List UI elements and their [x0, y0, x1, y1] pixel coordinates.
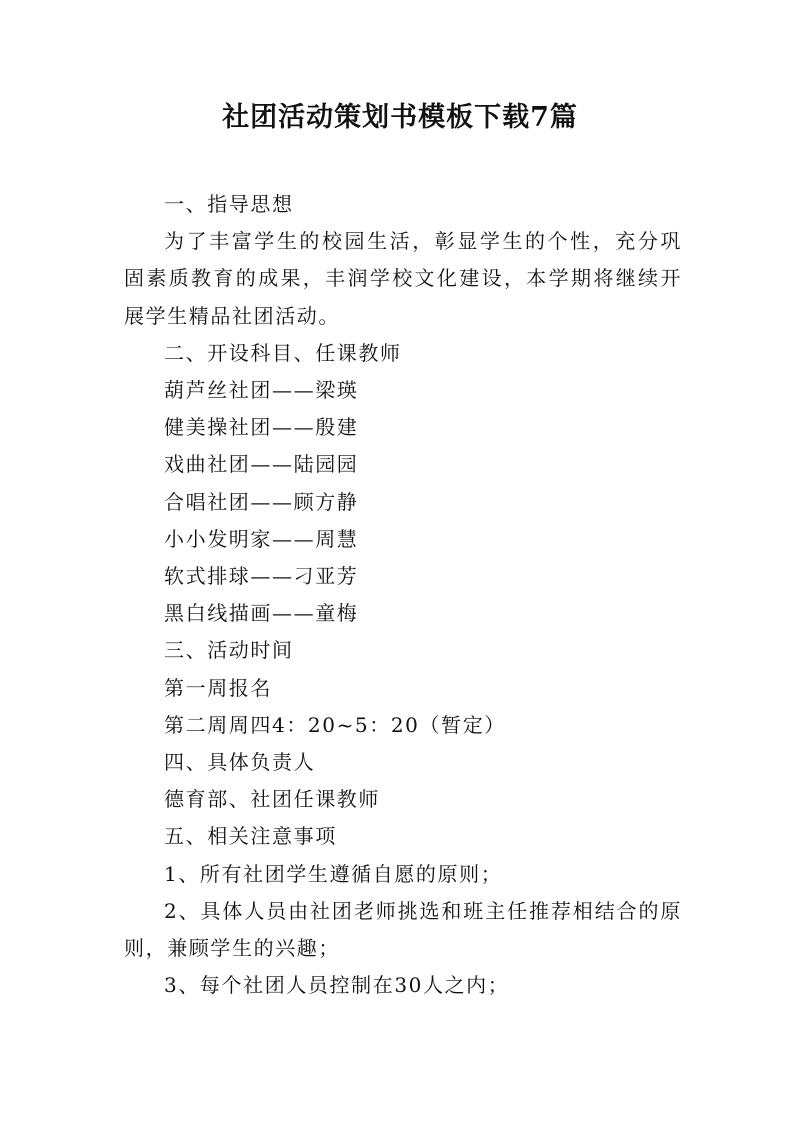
section-heading-activity-time: 三、活动时间	[164, 638, 294, 663]
paragraph-person-in-charge: 德育部、社团任课教师	[164, 787, 380, 812]
list-item-club: 软式排球——刁亚芳	[164, 564, 359, 589]
list-item-club: 健美操社团——殷建	[164, 415, 359, 440]
paragraph-schedule: 第二周周四4：20~5：20（暂定）	[164, 712, 506, 737]
list-item-note: 3、每个社团人员控制在30人之内；	[164, 973, 510, 998]
section-heading-guiding-ideology: 一、指导思想	[164, 192, 294, 216]
list-item-club: 小小发明家——周慧	[164, 526, 359, 551]
paragraph-purpose: 为了丰富学生的校园生活，彰显学生的个性，充分巩固素质教育的成果，丰润学校文化建设，本学期将继续开展学生精品社团活动。	[124, 229, 682, 328]
section-heading-person-in-charge: 四、具体负责人	[164, 750, 316, 775]
section-heading-subjects-teachers: 二、开设科目、任课教师	[164, 340, 402, 365]
list-item-club: 黑白线描画——童梅	[164, 601, 359, 626]
document-body	[124, 186, 682, 1004]
section-heading-notes: 五、相关注意事项	[164, 824, 337, 849]
paragraph-schedule: 第一周报名	[164, 675, 272, 700]
list-item-note: 1、所有社团学生遵循自愿的原则；	[164, 861, 503, 886]
list-item-note: 2、具体人员由社团老师挑选和班主任推荐相结合的原则，兼顾学生的兴趣；	[124, 898, 682, 961]
document-title: 社团活动策划书模板下载7篇	[222, 102, 578, 133]
list-item-club: 葫芦丝社团——梁瑛	[164, 378, 359, 403]
list-item-club: 合唱社团——顾方静	[164, 489, 359, 514]
list-item-club: 戏曲社团——陆园园	[164, 452, 359, 477]
